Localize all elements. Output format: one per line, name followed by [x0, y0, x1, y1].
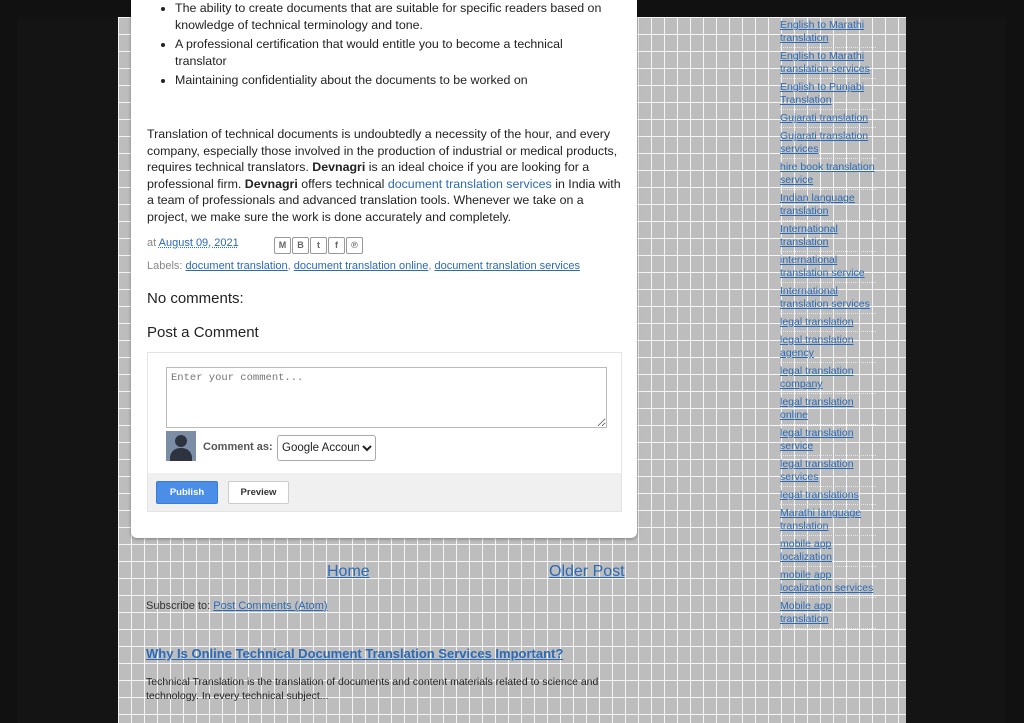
brand-bold: Devnagri: [244, 176, 298, 191]
document-translation-services-link[interactable]: document translation services: [387, 176, 552, 191]
avatar: [166, 431, 196, 461]
sidebar-labels: [780, 17, 876, 629]
twitter-icon[interactable]: t: [310, 237, 327, 254]
sidebar-label-link[interactable]: Indian language translation: [780, 190, 876, 221]
post-meta: [147, 237, 239, 249]
labels-label: Labels:: [147, 260, 183, 272]
post-paragraph: [147, 126, 627, 225]
sidebar-label-link[interactable]: English to Marathi translation: [780, 17, 876, 48]
subscribe-atom-link[interactable]: Post Comments (Atom): [213, 600, 328, 612]
sidebar-label-link[interactable]: hire book translation service: [780, 159, 876, 190]
sidebar-label-link[interactable]: English to Punjabi Translation: [780, 79, 876, 110]
subscribe-line: [146, 600, 328, 612]
sidebar-label-link[interactable]: legal translation agency: [780, 332, 876, 363]
para-text: is an ideal choice if you are looking for a professional firm.: [147, 160, 590, 191]
para-text: offers technical: [297, 176, 388, 191]
no-comments-heading: No comments:: [147, 290, 244, 307]
home-link[interactable]: Home: [327, 563, 370, 580]
label-link[interactable]: document translation: [185, 260, 288, 272]
sidebar-label-link[interactable]: legal translations: [780, 487, 876, 505]
brand-bold: Devnagri: [312, 160, 366, 174]
sidebar-label-link[interactable]: mobile app localization services: [780, 567, 876, 598]
label-link[interactable]: document translation online: [293, 260, 429, 272]
comment-as-label: Comment as:: [203, 441, 273, 453]
blog-icon[interactable]: B: [292, 237, 309, 254]
publish-button[interactable]: Publish: [156, 481, 218, 504]
sidebar-label-link[interactable]: English to Marathi translation services: [780, 48, 876, 79]
comment-textarea[interactable]: [166, 367, 607, 428]
post-comment-heading: Post a Comment: [147, 324, 259, 341]
at-label: at: [147, 237, 157, 249]
sidebar-label-link[interactable]: Marathi language translation: [780, 505, 876, 536]
sidebar-label-link[interactable]: legal translation online: [780, 394, 876, 425]
sidebar-label-link[interactable]: legal translation service: [780, 425, 876, 456]
post-bullet-list: [147, 0, 615, 92]
pinterest-icon[interactable]: ℗: [346, 237, 363, 254]
related-post-title[interactable]: Why Is Online Technical Document Translation Services Important?: [146, 646, 564, 661]
bullet-item: • The ability to create documents that are suitable for specific readers based on knowledge of technical terminology and tone.: [175, 0, 615, 33]
sidebar-label-link[interactable]: legal translation services: [780, 456, 876, 487]
para-text: in India with a team of professionals and advanced translation tools. Whenever we take on a project, we make sure the work is done accurately and completely.: [147, 176, 621, 224]
sidebar-label-link[interactable]: legal translation company: [780, 363, 876, 394]
sidebar-label-link[interactable]: International translation services: [780, 283, 876, 314]
sidebar-label-link[interactable]: mobile app localization: [780, 536, 876, 567]
preview-button[interactable]: Preview: [228, 481, 289, 504]
account-select[interactable]: [277, 435, 376, 461]
related-post-snippet: Technical Translation is the translation of documents and content materials related to science and technology. In every technical subject...: [146, 676, 599, 702]
sidebar-label-link[interactable]: legal translation: [780, 314, 876, 332]
share-buttons: [274, 237, 364, 254]
email-icon[interactable]: M: [274, 237, 291, 254]
sidebar-label-link[interactable]: International translation: [780, 221, 876, 252]
subscribe-label: Subscribe to:: [146, 600, 211, 612]
post-date-link[interactable]: August 09, 2021: [158, 237, 239, 249]
bullet-item: • A professional certification that would entitle you to become a technical translator: [175, 36, 615, 69]
post-labels: Labels: document translation, document translation online, document translation services: [147, 260, 580, 272]
post-card: [131, 0, 637, 538]
sidebar-label-link[interactable]: Gujarati translation services: [780, 128, 876, 159]
comment-form: [147, 352, 622, 512]
sidebar-label-link[interactable]: international translation service: [780, 252, 876, 283]
bullet-item: • Maintaining confidentiality about the documents to be worked on: [175, 72, 615, 89]
facebook-icon[interactable]: f: [328, 237, 345, 254]
sidebar-label-link[interactable]: Mobile app translation: [780, 598, 876, 629]
label-link[interactable]: document translation services: [434, 260, 580, 272]
comment-form-footer: [148, 473, 621, 511]
para-text: Translation of technical documents is undoubtedly a necessity of the hour, and every company, especially those involved in the production of industrial or medical products, requires technical translators.: [147, 127, 618, 174]
older-post-link[interactable]: Older Post: [549, 563, 625, 580]
sidebar-label-link[interactable]: Gujarati translation: [780, 110, 876, 128]
